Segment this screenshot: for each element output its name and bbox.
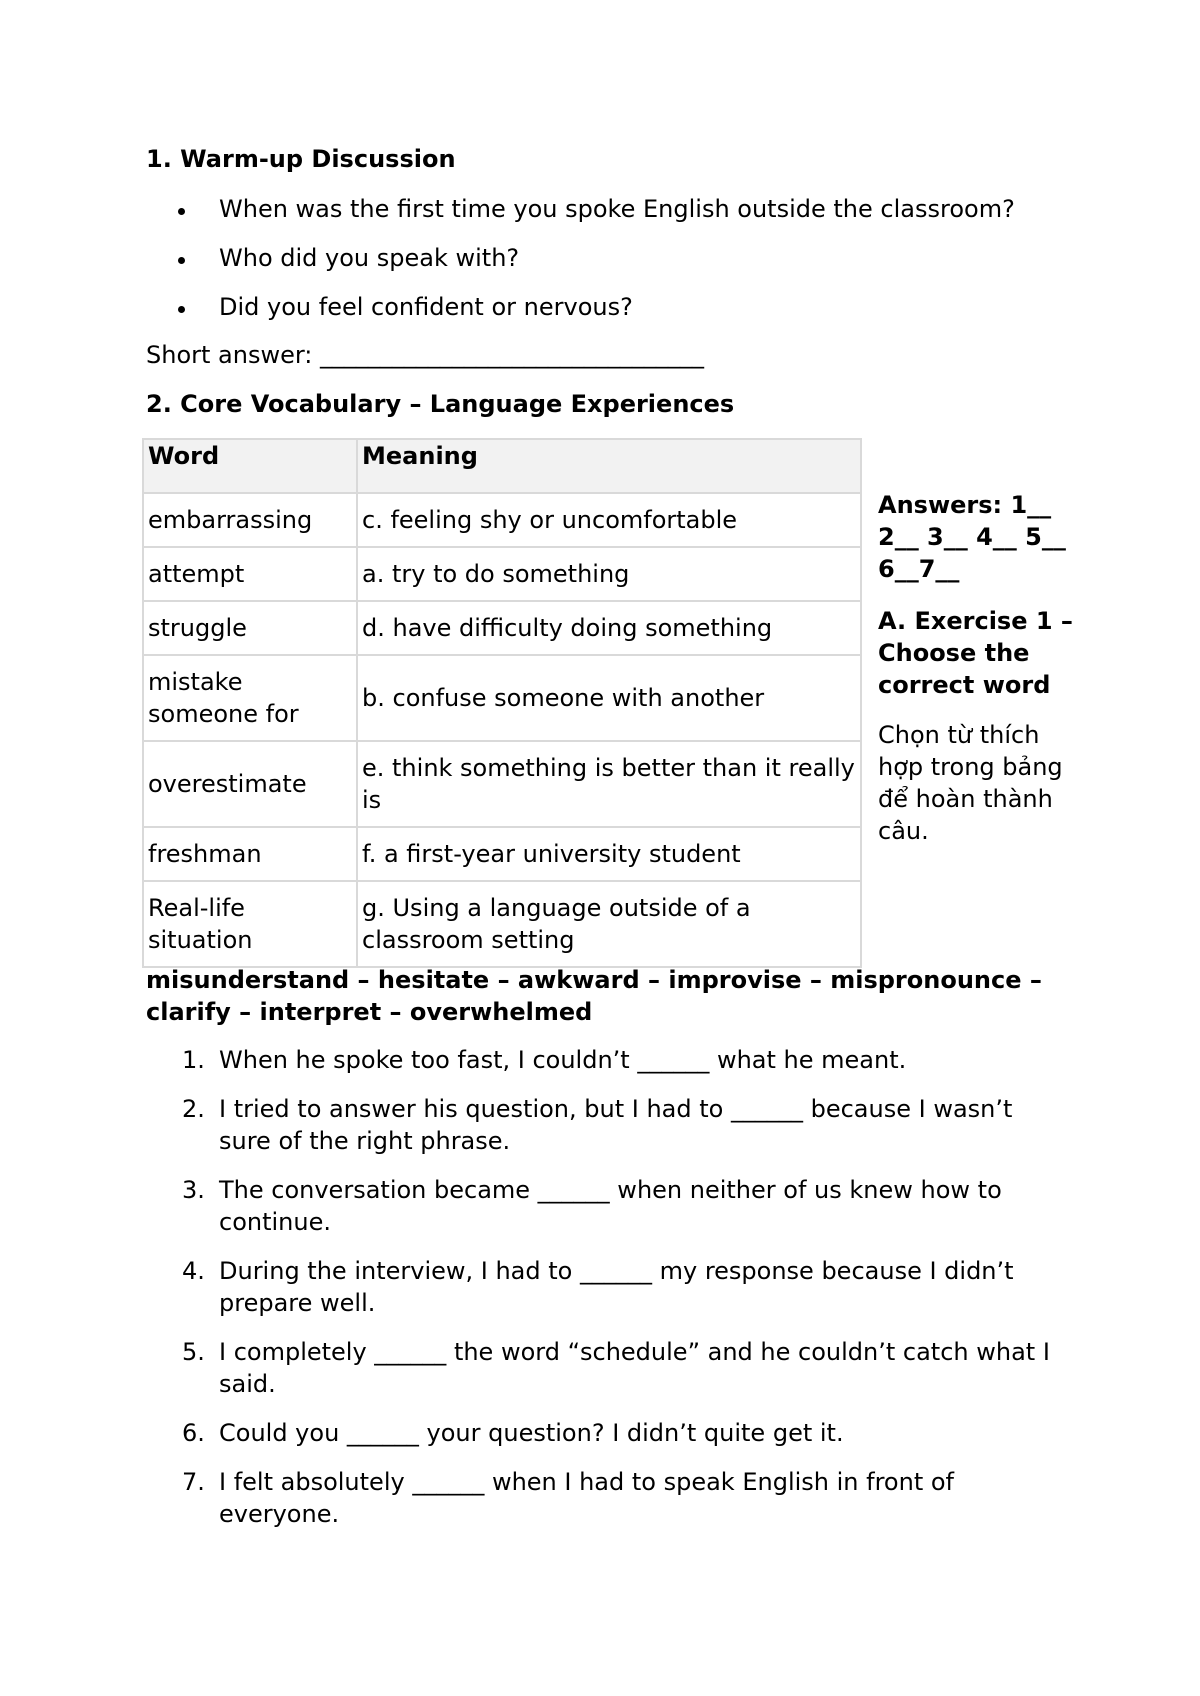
item-text: I completely ______ the word “schedule” and he couldn’t catch what I said.	[219, 1338, 1050, 1398]
exercise-list	[146, 1044, 1066, 1547]
word-cell: Real-life situation	[143, 881, 357, 967]
exercise-title: A. Exercise 1 – Choose the correct word	[878, 607, 1073, 699]
item-number: 2.	[182, 1095, 205, 1123]
item-number: 5.	[182, 1338, 205, 1366]
column-header-word: Word	[143, 439, 357, 493]
word-cell: embarrassing	[143, 493, 357, 547]
word-cell: mistake someone for	[143, 655, 357, 741]
item-number: 1.	[182, 1046, 205, 1074]
meaning-cell: e. think something is better than it really is	[357, 741, 861, 827]
exercise-item	[146, 1255, 1066, 1319]
meaning-cell: b. confuse someone with another	[357, 655, 861, 741]
word-cell: attempt	[143, 547, 357, 601]
bullet-icon	[178, 306, 185, 313]
short-answer-line: Short answer: ________________________________	[146, 341, 705, 369]
item-text: I tried to answer his question, but I had to ______ because I wasn’t sure of the right phrase.	[219, 1095, 1013, 1155]
meaning-cell: c. feeling shy or uncomfortable	[357, 493, 861, 547]
item-number: 3.	[182, 1176, 205, 1204]
exercise-item	[146, 1417, 1066, 1449]
word-bank: misunderstand – hesitate – awkward – improvise – mispronounce – clarify – interpret – overwhelmed	[146, 966, 1042, 1026]
item-number: 4.	[182, 1257, 205, 1285]
warmup-heading: 1. Warm-up Discussion	[146, 145, 456, 173]
answers-line: Answers: 1__ 2__ 3__ 4__ 5__ 6__7__	[878, 491, 1066, 583]
table-row	[143, 881, 861, 967]
column-header-meaning: Meaning	[357, 439, 861, 493]
vocab-heading: 2. Core Vocabulary – Language Experiences	[146, 390, 735, 418]
exercise-instruction: Chọn từ thích hợp trong bảng để hoàn thành câu.	[878, 721, 1063, 845]
word-cell: overestimate	[143, 741, 357, 827]
meaning-cell: g. Using a language outside of a classroom setting	[357, 881, 861, 967]
warmup-question: Who did you speak with?	[146, 242, 1015, 291]
exercise-item	[146, 1093, 1066, 1157]
warmup-question-list	[146, 193, 1015, 340]
item-number: 7.	[182, 1468, 205, 1496]
item-text: Could you ______ your question? I didn’t quite get it.	[219, 1419, 844, 1447]
bullet-icon	[178, 257, 185, 264]
meaning-cell: d. have difficulty doing something	[357, 601, 861, 655]
item-text: The conversation became ______ when neither of us knew how to continue.	[219, 1176, 1002, 1236]
exercise-item	[146, 1466, 1066, 1530]
table-row	[143, 741, 861, 827]
meaning-cell: a. try to do something	[357, 547, 861, 601]
table-row	[143, 547, 861, 601]
table-header-row	[143, 439, 861, 493]
exercise-item	[146, 1044, 1066, 1076]
warmup-question: When was the first time you spoke English outside the classroom?	[146, 193, 1015, 242]
item-text: During the interview, I had to ______ my response because I didn’t prepare well.	[219, 1257, 1014, 1317]
word-cell: freshman	[143, 827, 357, 881]
exercise-item	[146, 1174, 1066, 1238]
warmup-question: Did you feel confident or nervous?	[146, 291, 1015, 340]
vocab-table	[142, 438, 862, 968]
exercise-item	[146, 1336, 1066, 1400]
table-row	[143, 655, 861, 741]
item-number: 6.	[182, 1419, 205, 1447]
bullet-icon	[178, 208, 185, 215]
table-row	[143, 493, 861, 547]
item-text: When he spoke too fast, I couldn’t ______ what he meant.	[219, 1046, 907, 1074]
word-cell: struggle	[143, 601, 357, 655]
table-row	[143, 601, 861, 655]
table-row	[143, 827, 861, 881]
meaning-cell: f. a first-year university student	[357, 827, 861, 881]
item-text: I felt absolutely ______ when I had to speak English in front of everyone.	[219, 1468, 954, 1528]
